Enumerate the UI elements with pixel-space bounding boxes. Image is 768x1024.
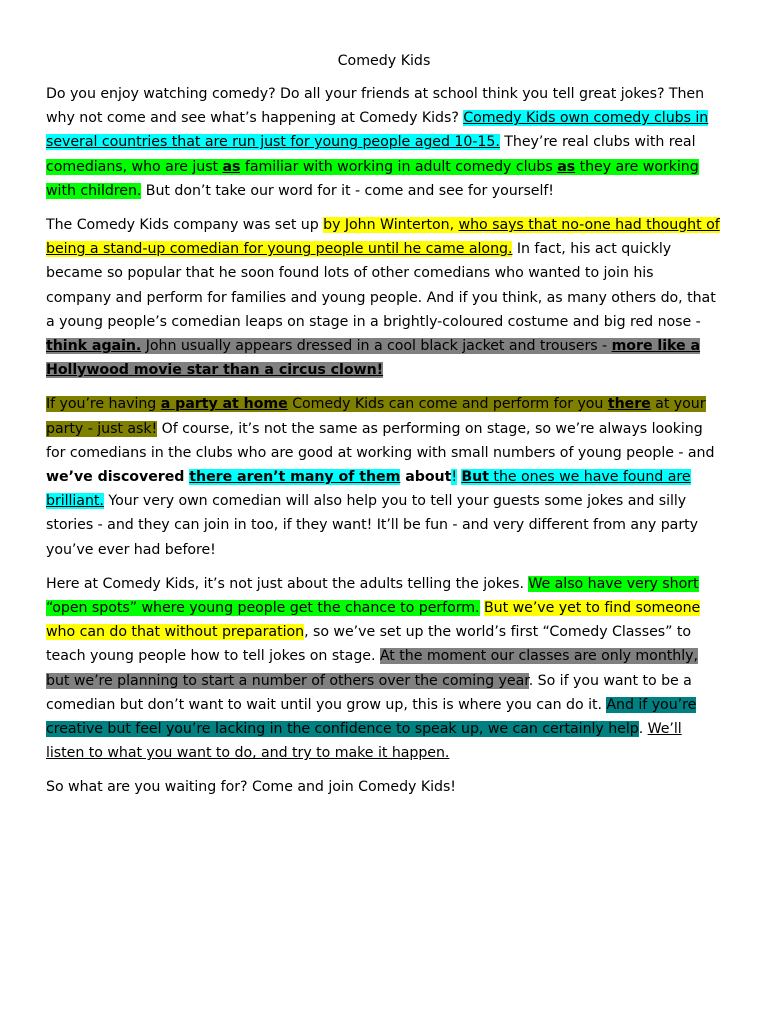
highlighted-text-run: At the moment our classes are only monthly, but we’re planning to start a number of others over the coming year [46,648,698,689]
text-run: The Comedy Kids company was set up [46,217,324,234]
text-run: But don’t take our word for it - come and see for yourself! [141,182,554,199]
highlighted-text-run: We also have very short “open spots” where young people get the chance to perform. [46,575,699,617]
highlighted-text-run: by John Winterton, [323,217,455,234]
text-run: They’re real clubs with real [499,134,696,151]
document-title: Comedy Kids [337,53,431,69]
highlighted-text-run: familiar with working in adult comedy clubs [240,158,558,175]
highlighted-text-run: more like a Hollywood movie star than a circus clown! [46,338,701,379]
highlighted-text-run: who says that no-one had thought of being a stand-up comedian for young people until he came along. [46,217,720,258]
highlighted-text-run: think again. [46,338,142,355]
paragraph-5 [46,775,722,799]
paragraph-4 [46,572,722,766]
text-run: So what are you waiting for? Come and join Comedy Kids! [46,779,456,796]
document-body [46,82,722,800]
highlighted-text-run: ! [451,469,457,486]
text-run: In fact, his act quickly became so popular that he soon found lots of other comedians who wanted to join his company and perform for families and young people. And if you think, as many others do, that a young people’s comedian leaps on stage in a brightly-coloured costume and big red nose - [46,241,716,330]
paragraph-3 [46,392,722,561]
highlighted-text-run: at your party - just ask! [46,396,706,437]
text-run: . [638,721,648,738]
text-run: We’ll listen to what you want to do, and try to make it happen. [46,721,682,762]
text-run: Your very own comedian will also help you to tell your guests some jokes and silly stories - and they can join in too, if they want! It’ll be fun - and very different from any party you’ve ever had before! [46,493,698,558]
text-run: . So if you want to be a comedian but don’t want to wait until you grow up, this is where you can do it. [46,672,692,713]
highlighted-text-run: John usually appears dressed in a cool black jacket and trousers - [141,338,612,355]
highlighted-text-run: there aren’t many of them [189,469,401,486]
text-run: about [400,469,452,486]
highlighted-text-run: But we’ve yet to find someone who can do that without preparation [46,600,701,641]
paragraph-1 [46,82,722,203]
highlighted-text-run: there [607,396,651,413]
text-run: we’ve discovered [46,469,190,486]
highlighted-text-run: as [222,158,241,175]
highlighted-text-run: And if you’re creative but feel you’re lacking in the confidence to speak up, we can certainly help [46,696,697,738]
text-run: , so we’ve set up the world’s first “Comedy Classes” to teach young people how to tell jokes on stage. [46,624,692,665]
highlighted-text-run: Comedy Kids own comedy clubs in several countries that are run just for young people aged 10-15. [46,110,709,151]
highlighted-text-run: the ones we have found are brilliant. [46,469,691,510]
highlighted-text-run: a party at home [160,396,288,413]
highlighted-text-run: as [557,158,576,175]
text-run: Of course, it’s not the same as performing on stage, so we’re always looking for comedians in the clubs who are good at working with small numbers of young people - and [46,420,715,461]
highlighted-text-run: they are working with children. [46,158,699,199]
text-run: Here at Comedy Kids, it’s not just about the adults telling the jokes. [46,575,529,592]
highlighted-text-run [454,217,458,233]
highlighted-text-run: If you’re having [46,396,161,413]
text-run: Do you enjoy watching comedy? Do all your friends at school think you tell great jokes? Then why not come and see what’s happening at Comedy Kids? [46,86,705,127]
highlighted-text-run: Comedy Kids can come and perform for you [287,396,608,413]
paragraph-2 [46,213,722,382]
highlighted-text-run: comedians, who are just [46,158,223,175]
highlighted-text-run: But [461,469,489,486]
